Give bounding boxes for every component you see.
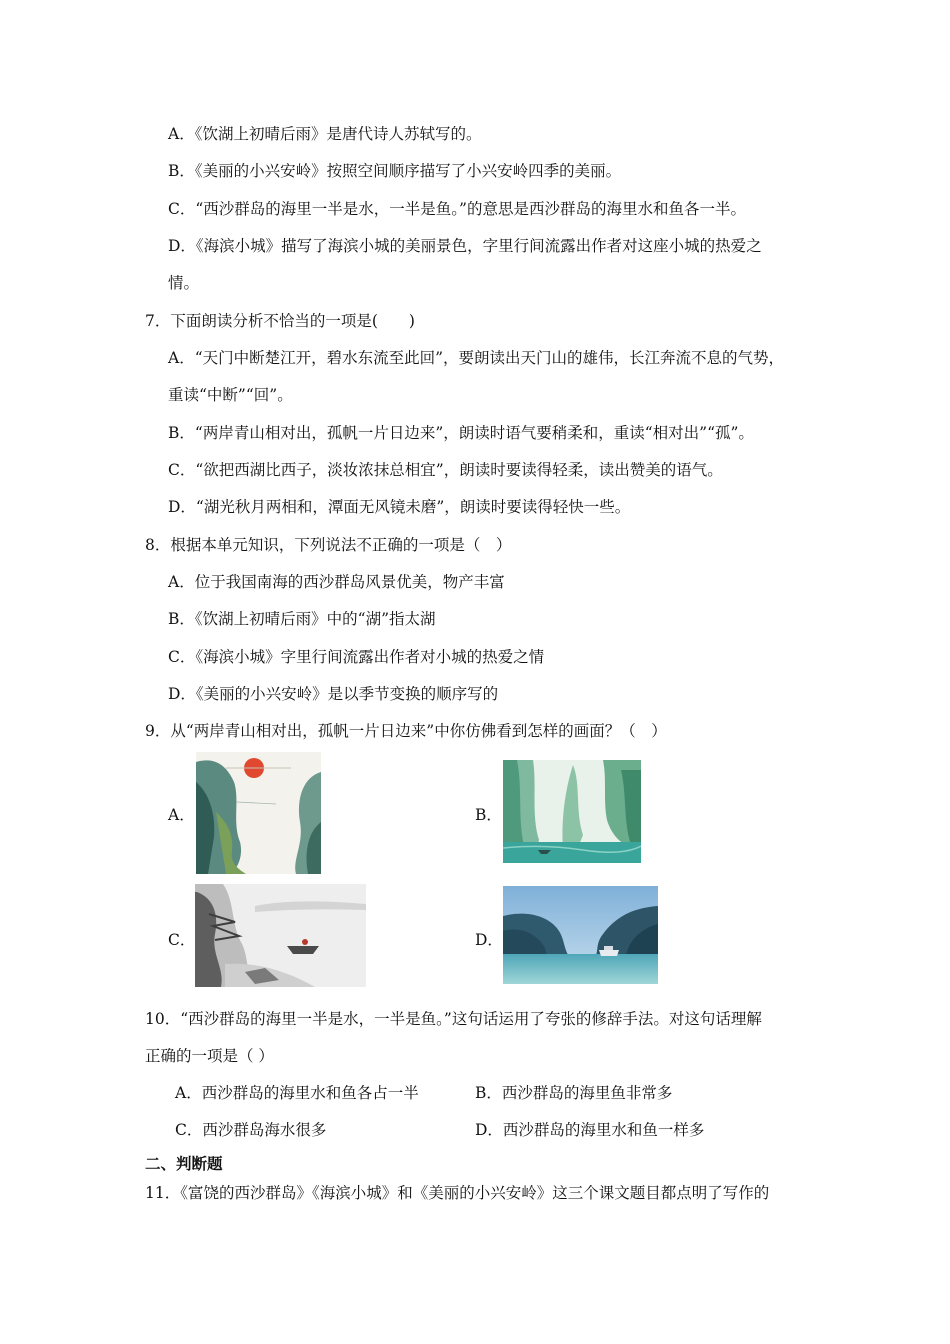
q8-option-b: B．《饮湖上初晴后雨》中的“湖”指太湖 — [168, 610, 436, 628]
q7-option-c: C．“欲把西湖比西子，淡妆浓抹总相宜”，朗读时要读得轻柔，读出赞美的语气。 — [168, 461, 723, 479]
q8-option-a: A．位于我国南海的西沙群岛风景优美，物产丰富 — [168, 573, 505, 591]
q9-option-d-image — [503, 886, 658, 984]
q9-option-d-label: D． — [475, 931, 503, 949]
q9-option-b-image — [503, 760, 641, 863]
q8-option-d: D．《美丽的小兴安岭》是以季节变换的顺序写的 — [168, 685, 499, 703]
section-title: 二、判断题 — [145, 1155, 223, 1173]
q7-option-a-cont: 重读“中断”“回”。 — [168, 386, 293, 404]
q6-option-a: A．《饮湖上初晴后雨》是唐代诗人苏轼写的。 — [168, 125, 482, 143]
q9-stem: 9．从“两岸青山相对出，孤帆一片日边来”中你仿佛看到怎样的画面？（ ） — [145, 722, 667, 740]
q10-option-a: A．西沙群岛的海里水和鱼各占一半 — [175, 1084, 419, 1102]
q6-option-d-cont: 情。 — [168, 274, 200, 292]
q10-stem: 10．“西沙群岛的海里一半是水，一半是鱼。”这句话运用了夸张的修辞手法。对这句话理解 — [145, 1010, 762, 1028]
q7-option-d: D．“湖光秋月两相和，潭面无风镜未磨”，朗读时要读得轻快一些。 — [168, 498, 631, 516]
q10-option-b: B．西沙群岛的海里鱼非常多 — [475, 1084, 673, 1102]
q7-option-b: B．“两岸青山相对出，孤帆一片日边来”，朗读时语气要稍柔和，重读“相对出”“孤”。 — [168, 424, 754, 442]
q9-option-a-image — [196, 752, 321, 874]
q11-stem: 11．《富饶的西沙群岛》《海滨小城》和《美丽的小兴安岭》这三个课文题目都点明了写作的 — [145, 1184, 770, 1202]
q6-option-c: C．“西沙群岛的海里一半是水，一半是鱼。”的意思是西沙群岛的海里水和鱼各一半。 — [168, 200, 746, 218]
q10-option-d: D．西沙群岛的海里水和鱼一样多 — [475, 1121, 705, 1139]
q6-option-d: D．《海滨小城》描写了海滨小城的美丽景色，字里行间流露出作者对这座小城的热爱之 — [168, 237, 762, 255]
q9-option-a-label: A． — [168, 806, 195, 824]
q9-option-c-image — [195, 884, 366, 987]
q8-option-c: C．《海滨小城》字里行间流露出作者对小城的热爱之情 — [168, 648, 545, 666]
q6-option-b: B．《美丽的小兴安岭》按照空间顺序描写了小兴安岭四季的美丽。 — [168, 162, 622, 180]
q10-option-c: C．西沙群岛海水很多 — [175, 1121, 327, 1139]
q7-option-a: A．“天门中断楚江开，碧水东流至此回”，要朗读出天门山的雄伟，长江奔流不息的气势， — [168, 349, 785, 367]
q8-stem: 8．根据本单元知识，下列说法不正确的一项是（ ） — [145, 536, 512, 554]
q10-stem-cont: 正确的一项是（ ） — [145, 1047, 274, 1065]
q9-option-c-label: C． — [168, 931, 196, 949]
q9-option-b-label: B． — [475, 806, 502, 824]
q7-stem: 7．下面朗读分析不恰当的一项是( ) — [145, 312, 415, 330]
